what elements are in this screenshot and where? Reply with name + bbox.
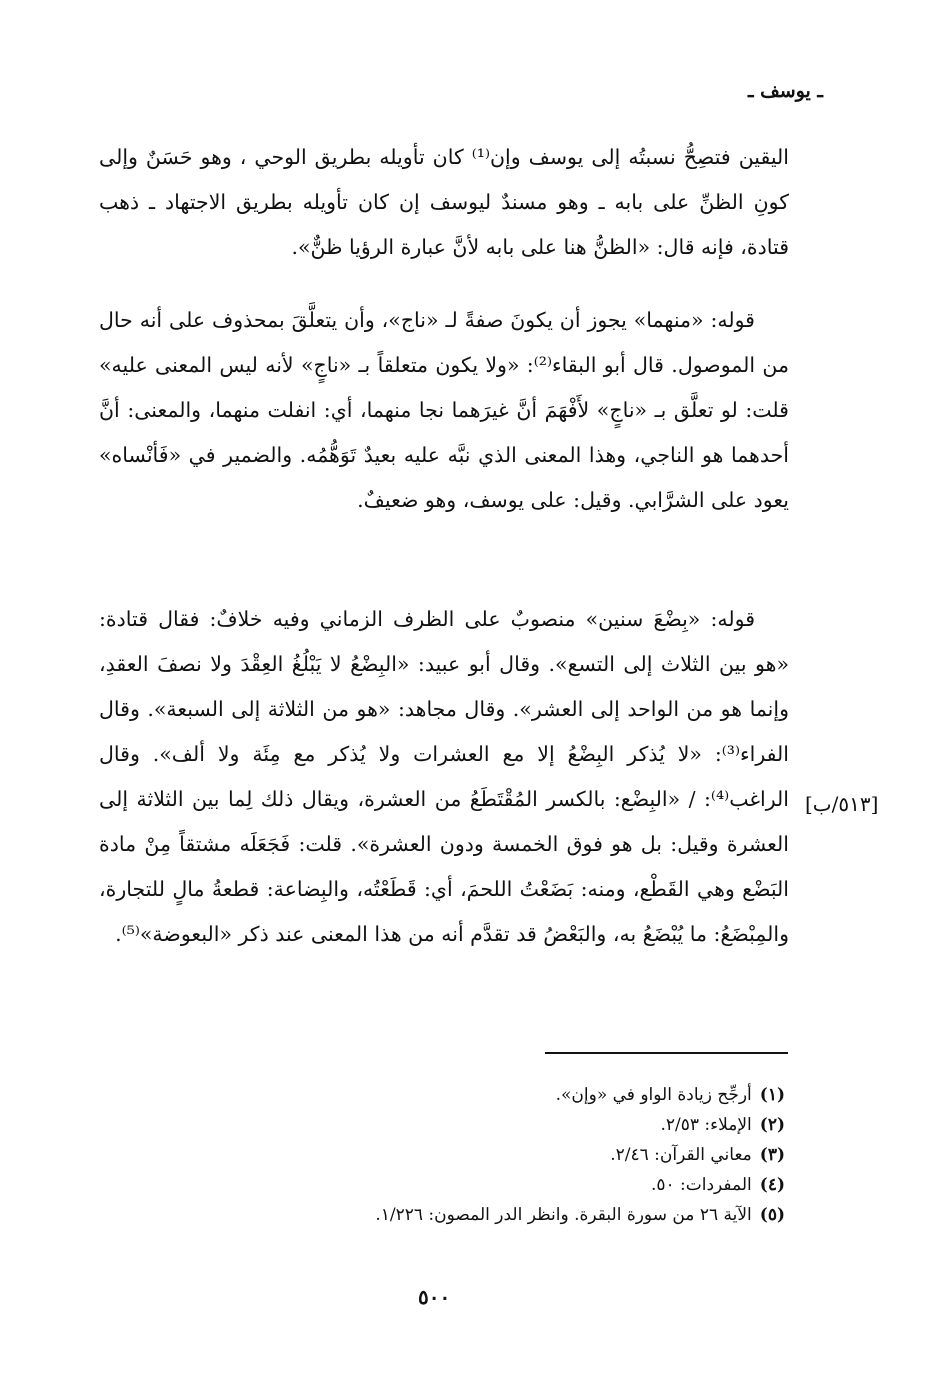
running-head: ـ يوسف ـ [747,80,823,102]
footnote-item [145,1200,785,1230]
footnote-text: الآية ٢٦ من سورة البقرة. وانظر الدر المصون: ١/٢٢٦. [375,1205,752,1225]
footnotes-list [145,1080,785,1230]
footnote-number: (٤) [759,1175,785,1195]
footnote-number: (٣) [759,1145,785,1165]
footnote-text: المفردات: ٥٠. [650,1175,752,1195]
footnote-text: أرجِّح زيادة الواو في «وإن». [555,1085,752,1105]
footnote-item [145,1140,785,1170]
footnote-text: الإملاء: ٢/٥٣. [660,1115,752,1135]
footnote-number: (٢) [759,1115,785,1135]
footnote-item [145,1170,785,1200]
footnote-item [145,1080,785,1110]
page-number: ٥٠٠ [418,1285,451,1309]
paragraph-2 [99,298,789,523]
footnote-number: (٥) [759,1205,785,1225]
footnote-number: (١) [759,1085,785,1105]
paragraph-1 [99,135,789,270]
footnote-separator [545,1052,788,1054]
footnote-text: معاني القرآن: ٢/٤٦. [610,1145,752,1165]
manuscript-folio-note: [٥١٣/ب] [805,792,879,816]
paragraph-3 [99,597,789,957]
paragraph-text: اليقين فتصِحُّ نسبتُه إلى يوسف وإن⁽¹⁾ كان تأويله بطريق الوحي ، وهو حَسَنٌ وإلى كونِ الظنِّ على بابه ـ وهو مسندٌ ليوسف إن كان تأويله بطريق الاجتهاد ـ ذهب قتادة، فإنه قال: «الظنُّ هنا على بابه لأنَّ عبارة الرؤيا ظنٌّ». [99,145,789,259]
paragraph-text: قوله: «منهما» يجوز أن يكونَ صفةً لـ «ناج»، وأن يتعلَّقَ بمحذوف على أنه حال من الموصول. قال أبو البقاء⁽²⁾: «ولا يكون متعلقاً بـ «ناجٍ» لأنه ليس المعنى عليه» قلت: لو تعلَّق بـ «ناجٍ» لأَفْهَمَ أنَّ غيرَهما نجا منهما، أي: انفلت منهما، والمعنى: أنَّ أحدهما هو الناجي، وهذا المعنى الذي نبَّه عليه بعيدٌ تَوَهُّمُه. والضمير في «فَأنْساه» يعود على الشرَّابي. وقيل: على يوسف، وهو ضعيفٌ. [99,308,790,512]
footnote-item [145,1110,785,1140]
paragraph-text: قوله: «بِضْعَ سنين» منصوبٌ على الظرف الزماني وفيه خلافٌ: فقال قتادة: «هو بين الثلاث إلى التسع». وقال أبو عبيد: «البِضْعُ لا يَبْلُغُ العِقْدَ ولا نصفَ العقدِ، وإنما هو من الواحد إلى العشر». وقال مجاهد: «هو من الثلاثة إلى السبعة». وقال الفراء⁽³⁾: «لا يُذكر البِضْعُ إلا مع العشرات ولا يُذكر مع مِئَة ولا ألف». وقال الراغب⁽⁴⁾: / «البِضْع: بالكسر المُقْتَطَعُ من العشرة، ويقال ذلك لِما بين الثلاثة إلى العشرة وقيل: بل هو فوق الخمسة ودون العشرة». قلت: فَجَعَلَه مشتقاً مِنْ مادة البَضْع وهي القَطْع، ومنه: بَضَعْتُ اللحمَ، أي: قَطَعْتُه، والبِضاعة: قطعةُ مالٍ للتجارة، والمِبْضَعُ: ما يُبْضَعُ به، والبَعْضُ قد تقدَّم أنه من هذا المعنى عند ذكر «البعوضة»⁽⁵⁾. [99,607,789,946]
